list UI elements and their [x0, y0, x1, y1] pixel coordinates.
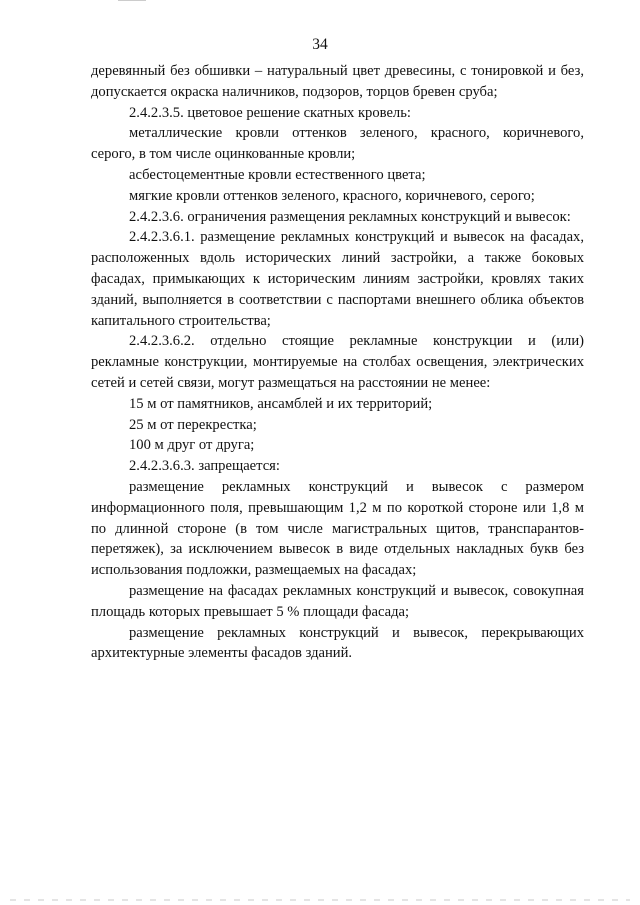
paragraph-section-2-4-2-3-5: 2.4.2.3.5. цветовое решение скатных кровель: — [129, 104, 411, 121]
paragraph-metal-roofs: металлические кровли оттенков зеленого, красного, коричневого, серого, в том числе оцинкованные кровли; — [91, 125, 584, 163]
paragraph-distance-monuments: 15 м от памятников, ансамблей и их территорий; — [129, 395, 433, 412]
paragraph-section-2-4-2-3-6-2: 2.4.2.3.6.2. отдельно стоящие рекламные конструкции и (или) рекламные конструкции, монтируемые на столбах освещения, электрических сетей и сетей связи, могут размещаться на расстоянии не менее: — [91, 333, 584, 391]
paragraph-asbestos-roofs: асбестоцементные кровли естественного цвета; — [129, 166, 426, 183]
paragraph-continuation: деревянный без обшивки – натуральный цвет древесины, с тонировкой и без, допускается окраска наличников, подзоров, торцов бревен сруба; — [91, 63, 584, 100]
paragraph-prohibition-area: размещение на фасадах рекламных конструкций и вывесок, совокупная площадь которых превышает 5 % площади фасада; — [91, 582, 584, 620]
paragraph-section-2-4-2-3-6-1: 2.4.2.3.6.1. размещение рекламных конструкций и вывесок на фасадах, расположенных вдоль исторических линий застройки, а также боковых фасадах, примыкающих к историческим линиям застройки, кровлях таких зданий, выполняется в соответствии с паспортами внешнего облика объектов капитального строительства; — [91, 229, 584, 329]
paragraph-prohibition-size: размещение рекламных конструкций и вывесок с размером информационного поля, превышающим 1,2 м по короткой стороне или 1,8 м по длинной стороне (в том числе магистральных щитов, транспарантов-перетяжек), за исключением вывесок в виде отдельных накладных букв без использования подложки, размещаемых на фасадах; — [91, 478, 584, 579]
paragraph-distance-each-other: 100 м друг от друга; — [129, 437, 255, 454]
scan-artifact-bottom — [10, 899, 630, 901]
paragraph-soft-roofs: мягкие кровли оттенков зеленого, красного, коричневого, серого; — [129, 187, 535, 204]
paragraph-section-2-4-2-3-6: 2.4.2.3.6. ограничения размещения рекламных конструкций и вывесок: — [129, 208, 571, 225]
page-number: 34 — [312, 36, 328, 53]
document-body — [91, 61, 584, 664]
paragraph-section-2-4-2-3-6-3: 2.4.2.3.6.3. запрещается: — [129, 458, 280, 475]
paragraph-distance-crossroad: 25 м от перекрестка; — [129, 416, 257, 433]
paragraph-prohibition-overlap: размещение рекламных конструкций и вывесок, перекрывающих архитектурные элементы фасадов зданий. — [91, 624, 584, 662]
scan-artifact-top — [118, 0, 146, 1]
